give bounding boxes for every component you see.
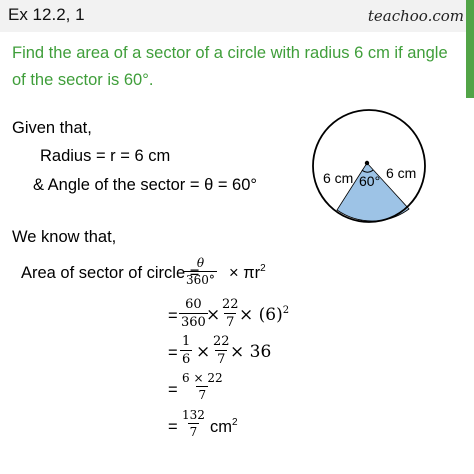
- step1-f1-numerator: 60: [185, 297, 202, 312]
- formula-rest-text: × πr: [229, 264, 261, 282]
- given-angle: & Angle of the sector = θ = 60°: [33, 176, 257, 194]
- step1-fraction-2: [220, 298, 241, 329]
- angle-label: 60°: [359, 173, 381, 189]
- given-radius: Radius = r = 6 cm: [40, 147, 171, 165]
- step2-eq: =: [168, 344, 178, 362]
- center-point: [365, 161, 369, 165]
- step2-f2-denominator: 7: [217, 352, 226, 367]
- step1-fraction-1: [179, 298, 208, 329]
- step1-rest-text: × (6): [239, 305, 283, 325]
- exercise-title: Ex 12.2, 1: [8, 5, 85, 24]
- step2-times: ×: [196, 342, 211, 362]
- step1-f2-numerator: 22: [222, 297, 239, 312]
- step3-fraction: [180, 372, 225, 401]
- step1-exponent: 2: [282, 305, 290, 316]
- formula-fraction: [184, 257, 217, 286]
- formula-exponent: 2: [260, 263, 266, 274]
- step4-exponent: 2: [232, 417, 238, 428]
- left-radius-label: 6 cm: [323, 170, 354, 186]
- step2-fraction-1: [180, 335, 192, 366]
- step1-f1-denominator: 360: [181, 315, 206, 330]
- step1-rest: [239, 305, 289, 325]
- step4-numerator: 132: [182, 408, 205, 422]
- sector-diagram: [312, 106, 438, 232]
- fraction-denominator: 360°: [186, 273, 215, 287]
- fraction-numerator: θ: [196, 256, 205, 270]
- formula-rest: [229, 264, 266, 283]
- formula-lhs: Area of sector of circle =: [21, 264, 200, 282]
- step2-f1-numerator: 1: [182, 334, 191, 349]
- step4-fraction: [180, 409, 207, 438]
- step2-fraction-2: [211, 335, 232, 366]
- given-heading: Given that,: [12, 119, 92, 137]
- step3-eq: =: [168, 381, 178, 399]
- step1-f2-denominator: 7: [226, 315, 235, 330]
- accent-bar: [466, 0, 474, 98]
- step4-unit-text: cm: [210, 418, 232, 436]
- step2-rest: × 36: [230, 342, 272, 362]
- step1-eq: =: [168, 307, 178, 325]
- step3-denominator: 7: [198, 388, 207, 402]
- step4-eq: =: [168, 418, 178, 436]
- brand-logo: teachoo.com: [367, 7, 464, 25]
- solution-heading: We know that,: [12, 228, 117, 246]
- right-radius-label: 6 cm: [386, 165, 417, 181]
- step3-numerator: 6 × 22: [182, 371, 223, 385]
- step1-times: ×: [206, 305, 221, 325]
- step2-f2-numerator: 22: [213, 334, 230, 349]
- step2-f1-denominator: 6: [182, 352, 191, 367]
- step4-denominator: 7: [189, 425, 198, 439]
- step4-unit: [210, 418, 238, 437]
- question-text: Find the area of a sector of a circle with radius 6 cm if angle of the sector is 60°.: [12, 44, 448, 89]
